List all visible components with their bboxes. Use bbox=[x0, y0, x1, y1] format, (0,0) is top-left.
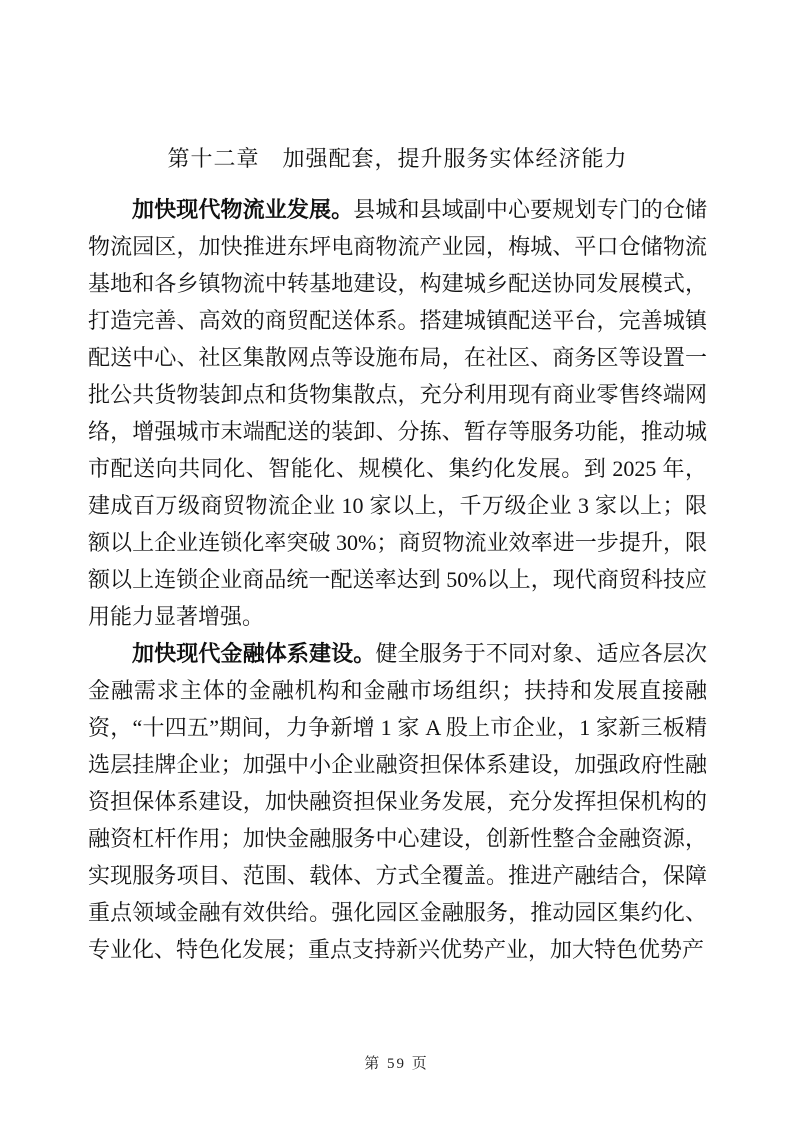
document-content bbox=[88, 140, 707, 968]
paragraph-finance bbox=[88, 635, 707, 968]
paragraph-lead-finance: 加快现代金融体系建设。 bbox=[132, 641, 376, 666]
paragraph-logistics bbox=[88, 191, 707, 635]
paragraph-body-logistics: 县城和县域副中心要规划专门的仓储物流园区，加快推进东坪电商物流产业园，梅城、平口仓储物流基地和各乡镇物流中转基地建设，构建城乡配送协同发展模式，打造完善、高效的商贸配送体系。搭建城镇配送平台，完善城镇配送中心、社区集散网点等设施布局，在社区、商务区等设置一批公共货物装卸点和货物集散点，充分利用现有商业零售终端网络，增强城市末端配送的装卸、分拣、暂存等服务功能，推动城市配送向共同化、智能化、规模化、集约化发展。到 2025 年，建成百万级商贸物流企业 10 家以上，千万级企业 3 家以上；限额以上企业连锁化率突破 30%；商贸物流业效率进一步提升，限额以上连锁企业商品统一配送率达到 50%以上，现代商贸科技应用能力显著增强。 bbox=[88, 197, 707, 629]
page-footer bbox=[0, 1053, 793, 1075]
paragraph-body-finance: 健全服务于不同对象、适应各层次金融需求主体的金融机构和金融市场组织；扶持和发展直接融资，“十四五”期间，力争新增 1 家 A 股上市企业，1 家新三板精选层挂牌企业；加强中小企业融资担保体系建设，加强政府性融资担保体系建设，加快融资担保业务发展，充分发挥担保机构的融资杠杆作用；加快金融服务中心建设，创新性整合金融资源，实现服务项目、范围、载体、方式全覆盖。推进产融结合，保障重点领域金融有效供给。强化园区金融服务，推动园区集约化、专业化、特色化发展；重点支持新兴优势产业，加大特色优势产 bbox=[88, 641, 707, 962]
chapter-title: 第十二章 加强配套，提升服务实体经济能力 bbox=[167, 146, 628, 171]
page-number: 第 59 页 bbox=[364, 1056, 429, 1072]
paragraph-lead-logistics: 加快现代物流业发展。 bbox=[132, 197, 354, 222]
